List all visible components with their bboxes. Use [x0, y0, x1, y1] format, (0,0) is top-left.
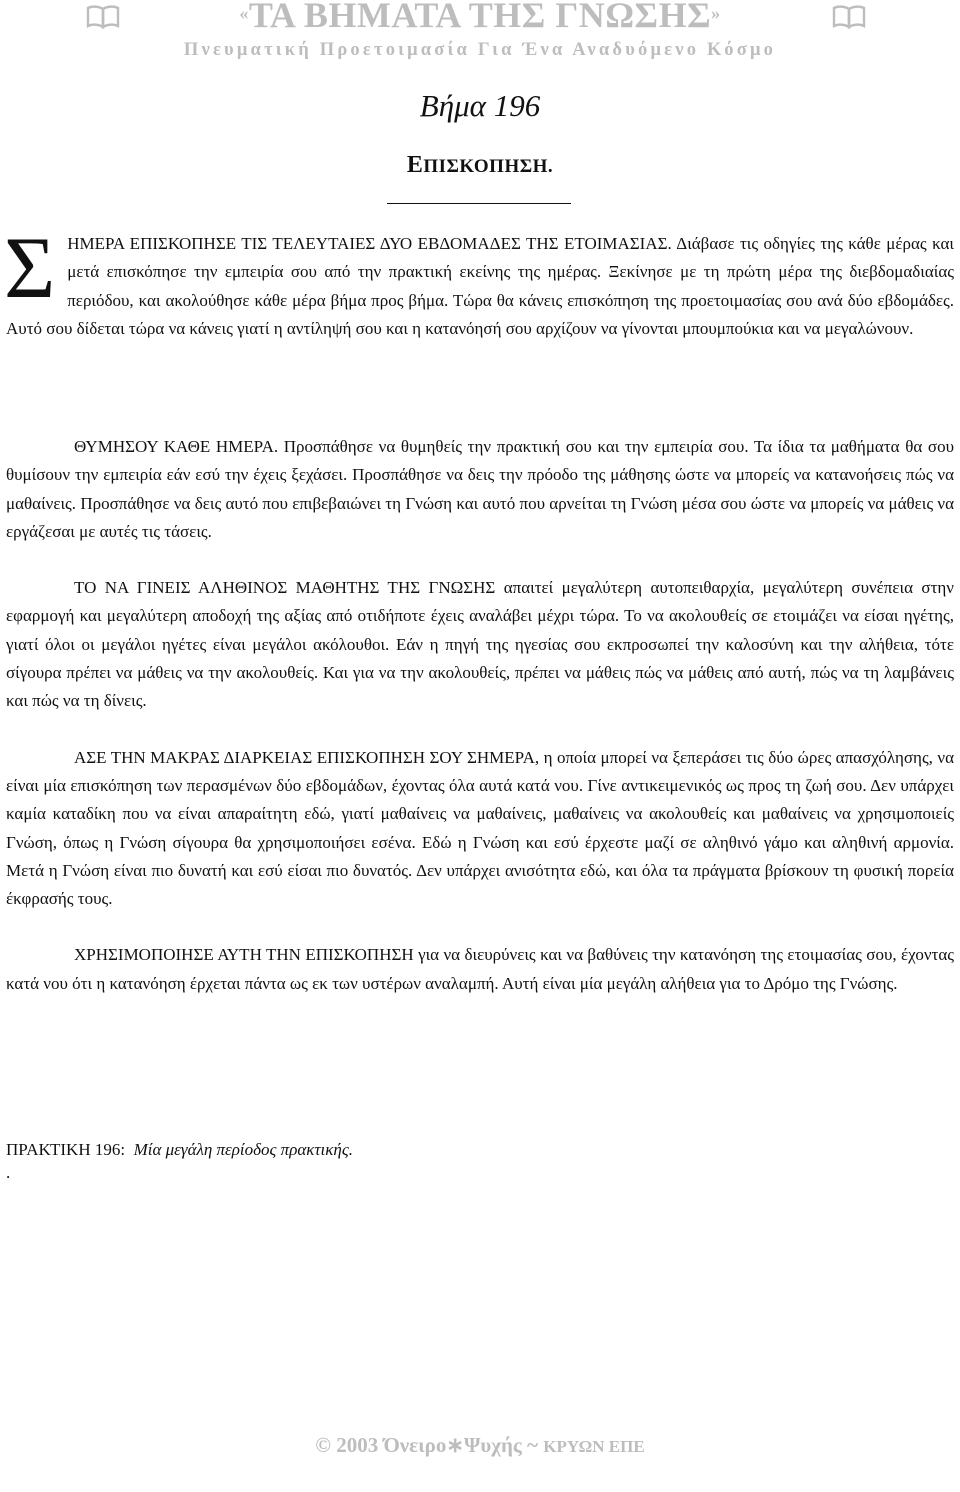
step-title: Βήμα 196 — [419, 88, 541, 123]
header-title: «ΤΑ ΒΗΜΑΤΑ ΤΗΣ ΓΝΩΣΗΣ» — [239, 0, 721, 35]
practice-text: Μία μεγάλη περίοδος πρακτικής. — [133, 1140, 353, 1159]
page-footer: © 2003 Όνειρο∗Ψυχής ~ ΚΡΥΩΝ ΕΠΕ — [315, 1433, 645, 1457]
drop-cap: Σ — [4, 220, 56, 317]
trailing-dot: . — [6, 1163, 11, 1182]
paragraph-5: ΧΡΗΣΙΜΟΠΟΙΗΣΕ ΑΥΤΗ ΤΗΝ ΕΠΙΣΚΟΠΗΣΗ για να διευρύνεις και να βαθύνεις την κατανόηση της ετοιμασίας σου, έχοντας κατά νου ότι η κατανόηση έρχεται πάντα ως εκ των υστέρων αναλαμπή. Αυτή είναι μία μεγάλη αλήθεια για το Δρόμο της Γνώσης. — [6, 945, 954, 993]
page-header — [0, 0, 960, 70]
section-title: ΕΠΙΣΚΟΠΗΣΗ. — [406, 152, 554, 178]
title-divider — [387, 203, 571, 204]
header-subtitle: Πνευματική Προετοιμασία Για Ένα Αναδυόμενο Κόσμο — [183, 40, 777, 60]
practice-label: ΠΡΑΚΤΙΚΗ 196: — [6, 1140, 126, 1159]
paragraph-4: ΑΣΕ ΤΗΝ ΜΑΚΡΑΣ ΔΙΑΡΚΕΙΑΣ ΕΠΙΣΚΟΠΗΣΗ ΣΟΥ ΣΗΜΕΡΑ, η οποία μπορεί να ξεπεράσει τις δύο ώρες απασχόλησης, να είναι μία επισκόπηση των περασμένων δύο εβδομάδων, έχοντας όλα αυτά κατά νου. Γίνε αντικειμενικός ως προς τη ζωή σου. Δεν υπάρχει καμία καταδίκη που να είναι απαραίτητη εδώ, γιατί μαθαίνεις να μαθαίνεις, μαθαίνεις να ακολουθείς και μαθαίνεις να χρησιμοποιείς Γνώση, όπως η Γνώση σίγουρα θα χρησιμοποιήσει εσένα. Εδώ η Γνώση και εσύ έρχεστε μαζί σε αληθινό γάμο και αληθινή αρμονία. Μετά η Γνώση είναι πιο δυνατή και εσύ είσαι πιο δυνατός. Δεν υπάρχει ανισότητα εδώ, και όλα τα πράγματα βρίσκουν τη φυσική πορεία έκφρασής τους. — [6, 747, 954, 909]
practice-line — [6, 1136, 353, 1164]
open-book-icon — [832, 4, 866, 30]
paragraph-1: Σ ΗΜΕΡΑ ΕΠΙΣΚΟΠΗΣΕ ΤΙΣ ΤΕΛΕΥΤΑΙΕΣ ΔΥΟ ΕΒΔΟΜΑΔΕΣ ΤΗΣ ΕΤΟΙΜΑΣΙΑΣ. Διάβασε τις οδηγίες της κάθε μέρας και μετά επισκόπησε την εμπειρία σου από την πρακτική εκείνης της ημέρας. Ξεκίνησε με τη πρώτη μέρα της διεβδομαδιαίας περιόδου, και ακολούθησε κάθε μέρα βήμα προς βήμα. Τώρα θα κάνεις επισκόπηση της προετοιμασίας σου ανά δύο εβδομάδες. Αυτό σου δίδεται τώρα να κάνεις γιατί η αντίληψή σου και η κατανόησή σου αρχίζουν να γίνονται μπουμπούκια και να μεγαλώνουν. — [4, 220, 954, 338]
paragraph-2: ΘΥΜΗΣΟΥ ΚΑΘΕ ΗΜΕΡΑ. Προσπάθησε να θυμηθείς την πρακτική σου και την εμπειρία σου. Τα ίδια τα μαθήματα θα σου θυμίσουν την εμπειρία εάν εσύ την έχεις ξεχάσει. Προσπάθησε να δεις την πρόοδο της μάθησης ώστε να μπορείς να κατανοήσεις πώς να μαθαίνεις. Προσπάθησε να δεις αυτό που επιβεβαιώνει τη Γνώση και αυτό που αρνείται τη Γνώση μέσα σου ώστε να μπορείς να μάθεις να εργάζεσαι με αυτές τις τάσεις. — [6, 437, 954, 541]
paragraph-3: ΤΟ ΝΑ ΓΙΝΕΙΣ ΑΛΗΘΙΝΟΣ ΜΑΘΗΤΗΣ ΤΗΣ ΓΝΩΣΗΣ απαιτεί μεγαλύτερη αυτοπειθαρχία, μεγαλύτερη συνέπεια στην εφαρμογή και μεγαλύτερη αποδοχή της αξίας από οτιδήποτε έχεις αναλάβει μέχρι τώρα. Το να ακολουθείς σε ετοιμάζει να είσαι ηγέτης, γιατί όλοι οι μεγάλοι ηγέτες είναι μεγάλοι ακόλουθοι. Εάν η πηγή της ηγεσίας σου εκπροσωπεί την καλοσύνη και την αλήθεια, τότε σίγουρα πρέπει να μάθεις να την ακολουθείς. Και για να την ακολουθείς, πρέπει να μάθεις πώς να μάθεις από αυτή, πώς να τη λαμβάνεις και πώς να τη δίνεις. — [6, 578, 954, 711]
